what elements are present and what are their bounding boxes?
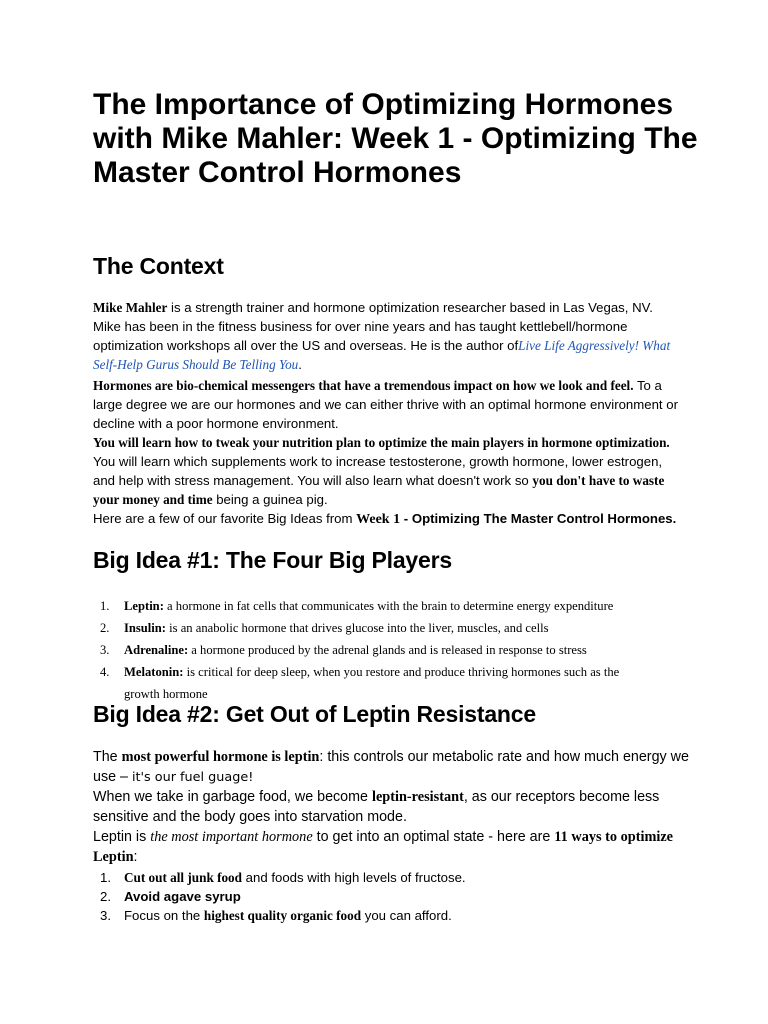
money-time-text: you don't have to waste your money and time (93, 473, 665, 507)
author-name: Mike Mahler (93, 300, 168, 315)
list-number: 4. (100, 665, 110, 679)
big-idea-1-heading: Big Idea #1: The Four Big Players (93, 547, 452, 573)
document-title: The Importance of Optimizing Hormones with Mike Mahler: Week 1 - Optimizing The Master Control Hormones (93, 88, 698, 189)
big-idea-2-heading: Big Idea #2: Get Out of Leptin Resistance (93, 701, 536, 727)
optimal-state-text: to get into an optimal state - here are (312, 829, 555, 845)
book-title-link[interactable]: Live Life Aggressively! What Self-Help Gurus Should Be Telling You (93, 338, 671, 372)
week-title: - Optimizing The Master Control Hormones. (400, 511, 677, 526)
list-number: 2. (100, 621, 110, 635)
list-text: is critical for deep sleep, when you restore and produce thriving hormones such as the growth hormone (124, 665, 620, 701)
list-text: a hormone produced by the adrenal glands and is released in response to stress (188, 643, 587, 657)
guinea-pig-text: being a guinea pig. (212, 492, 328, 507)
list-bold: Cut out all junk food (124, 870, 242, 885)
eleven-ways-text: 11 ways to optimize Leptin (93, 829, 674, 865)
list-text: a hormone in fat cells that communicates with the brain to determine energy expenditure (163, 599, 614, 613)
context-heading: The Context (93, 253, 224, 279)
learn-nutrition-text: You will learn how to tweak your nutrition plan to optimize the main players in hormone optimization. (93, 435, 670, 450)
list-item (93, 639, 693, 661)
list-item (93, 887, 693, 906)
list-term: Melatonin: (124, 665, 184, 679)
list-term: Insulin: (124, 621, 167, 635)
list-item (93, 906, 693, 925)
leptin-is-text: Leptin is (93, 829, 151, 845)
most-important-text: the most important hormone (150, 829, 313, 845)
leptin-bold: most powerful hormone is leptin (121, 749, 320, 765)
list-bold: highest quality organic food (203, 908, 362, 923)
list-term: Leptin: (124, 599, 164, 613)
list-item (93, 617, 693, 639)
starvation-text: , as our receptors become less sensitive and the body goes into starvation mode. (93, 789, 660, 825)
list-text: and foods with high levels of fructose. (242, 870, 466, 885)
paragraph-end: . (298, 357, 302, 372)
week-label: Week 1 (356, 512, 401, 527)
list-number: 3. (100, 643, 110, 657)
list-term: Adrenaline: (124, 643, 189, 657)
big-ideas-intro: Here are a few of our favorite Big Ideas from (93, 511, 357, 526)
learn-supplements-text: You will learn which supplements work to increase testosterone, growth hormone, lower estrogen, and help with stress management. You will also learn what doesn't work so (93, 454, 663, 488)
big-players-list (93, 595, 693, 705)
author-bio-text: is a strength trainer and hormone optimization researcher based in Las Vegas, NV. Mike has been in the fitness business for over nine years and has taught kettlebell/hormone optimization workshops all over the US and overseas. He is the author of (93, 300, 653, 353)
list-text: is an anabolic hormone that drives glucose into the liver, muscles, and cells (166, 621, 549, 635)
hormones-text: To a large degree we are our hormones and we can either thrive with an optimal hormone environment or decline with a poor hormone environment. (93, 378, 678, 431)
leptin-text-a: The (93, 749, 122, 765)
list-number: 1. (100, 599, 110, 613)
list-text: you can afford. (361, 908, 452, 923)
leptin-paragraph-1 (93, 747, 693, 788)
list-number: 2. (100, 889, 111, 904)
fuel-gauge-text: it's our fuel guage! (131, 770, 254, 785)
context-paragraph-1 (93, 298, 683, 374)
leptin-paragraph-2 (93, 787, 693, 827)
colon-text: : (133, 849, 138, 865)
list-item (93, 661, 693, 705)
list-text-pre: Focus on the (124, 908, 204, 923)
list-item (93, 868, 693, 887)
leptin-text-b: : this controls our metabolic rate and how much energy we use – (93, 749, 689, 785)
leptin-ways-list (93, 868, 693, 925)
context-paragraph-2 (93, 376, 683, 433)
hormones-definition: Hormones are bio-chemical messengers that have a tremendous impact on how we look and feel. (93, 378, 634, 393)
leptin-resistant-text: leptin-resistant (371, 789, 464, 805)
list-number: 1. (100, 870, 111, 885)
garbage-food-text: When we take in garbage food, we become (93, 789, 372, 805)
list-bold: Avoid agave syrup (124, 889, 241, 904)
context-paragraph-4 (93, 509, 683, 529)
list-number: 3. (100, 908, 111, 923)
list-item (93, 595, 693, 617)
context-paragraph-3 (93, 433, 683, 509)
leptin-paragraph-3 (93, 827, 693, 867)
